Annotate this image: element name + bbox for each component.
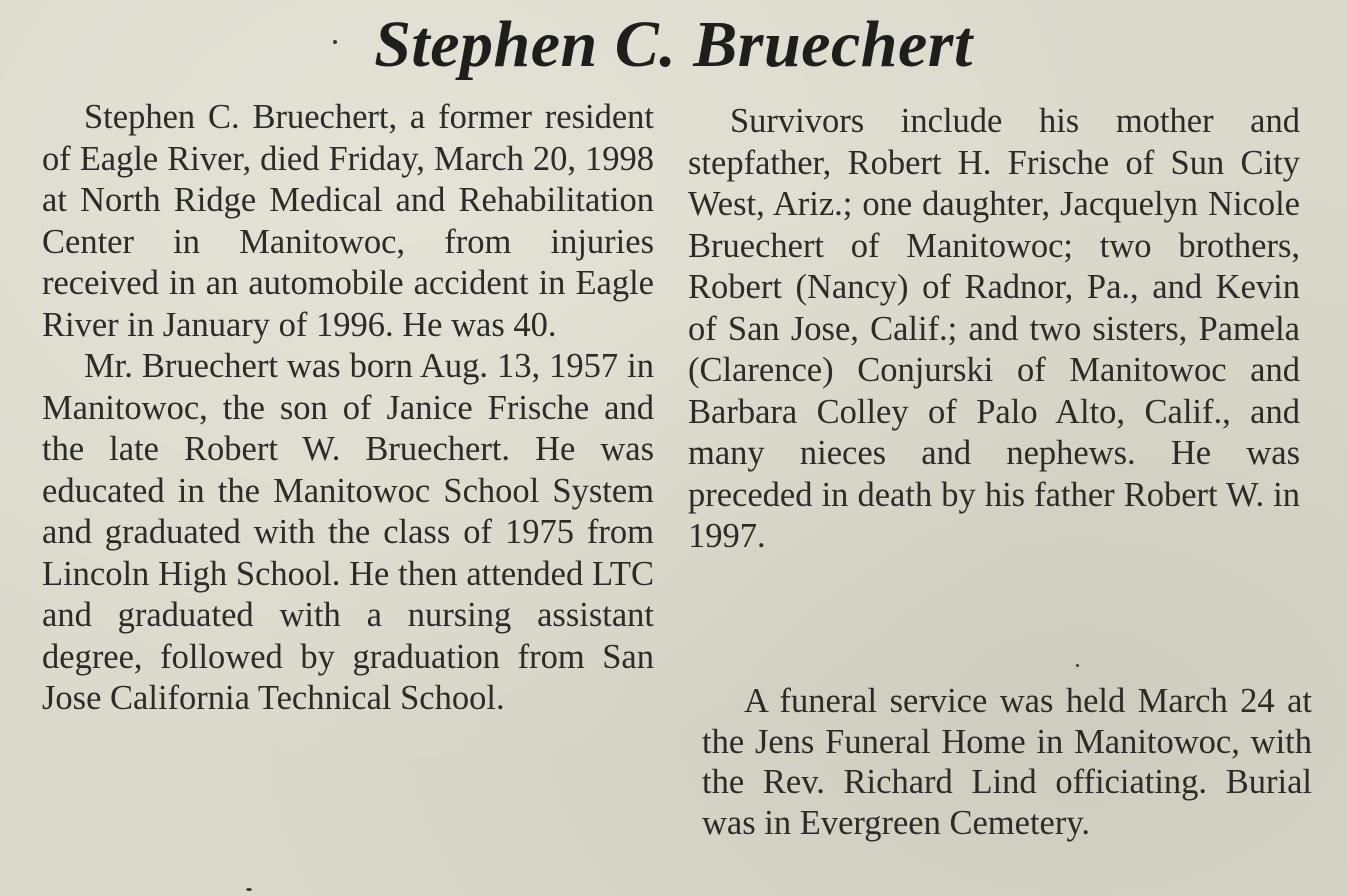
print-speck bbox=[246, 888, 252, 891]
right-column bbox=[688, 101, 1300, 558]
obituary-title: Stephen C. Bruechert bbox=[374, 8, 973, 81]
left-paragraph-2: Mr. Bruechert was born Aug. 13, 1957 in Manitowoc, the son of Janice Frische and the late Robert W. Bruechert. He was educated in the Manitowoc School System and graduated with the class of 1975 from Lincoln High School. He then attended LTC and graduated with a nursing assistant degree, followed by graduation from San Jose California Technical School. bbox=[42, 347, 654, 717]
right-paragraph-2: A funeral service was held March 24 at the Jens Funeral Home in Manitowoc, with the Rev. Richard Lind officiating. Burial was in Evergreen Cemetery. bbox=[702, 682, 1312, 842]
left-column bbox=[42, 97, 654, 720]
print-speck bbox=[333, 40, 337, 44]
left-paragraph-1: Stephen C. Bruechert, a former resident of Eagle River, died Friday, March 20, 1998 at North Ridge Medical and Rehabilitation Center in Manitowoc, from injuries received in an automobile accident in Eagle River in January of 1996. He was 40. bbox=[42, 98, 654, 344]
print-speck bbox=[1076, 664, 1079, 667]
right-paragraph-1: Survivors include his mother and stepfather, Robert H. Frische of Sun City West, Ariz.; one daughter, Jacquelyn Nicole Bruechert of Manitowoc; two brothers, Robert (Nancy) of Radnor, Pa., and Kevin of San Jose, Calif.; and two sisters, Pamela (Clarence) Conjurski of Manitowoc and Barbara Colley of Palo Alto, Calif., and many nieces and nephews. He was preceded in death by his father Robert W. in 1997. bbox=[688, 102, 1300, 555]
